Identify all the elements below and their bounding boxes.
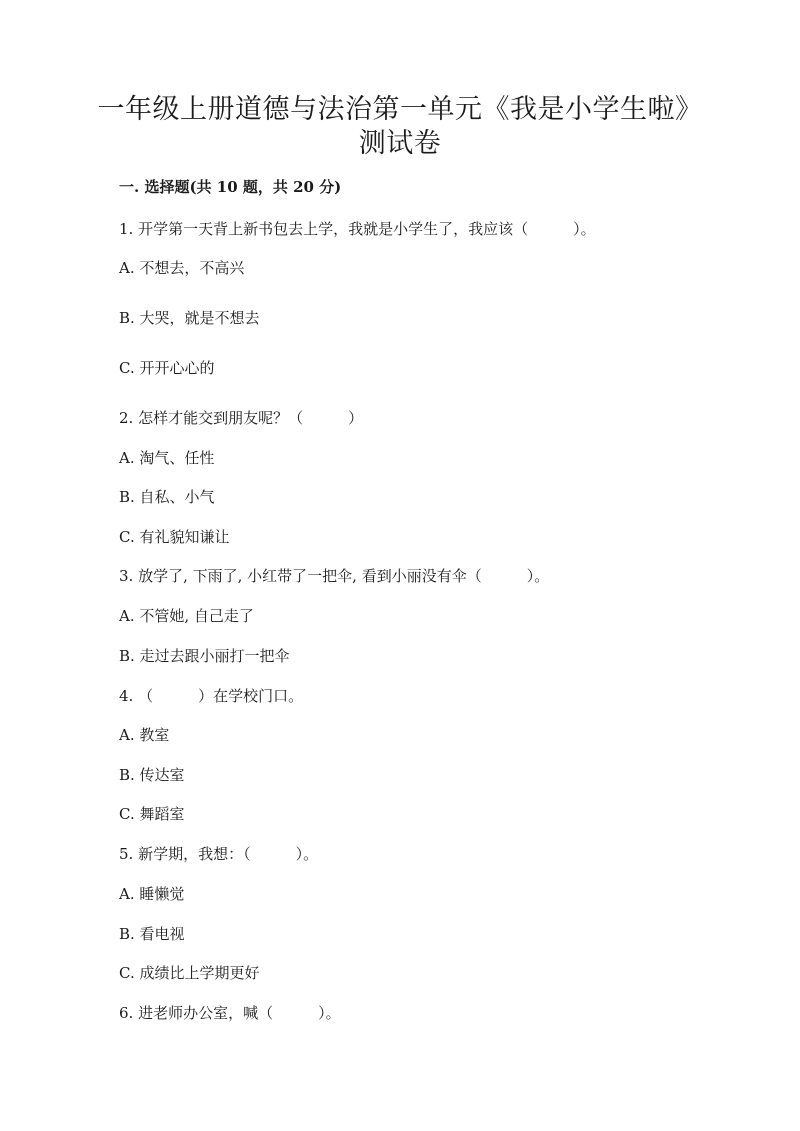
q1-option-a: A. 不想去，不高兴 bbox=[119, 259, 245, 277]
question-6: 6. 进老师办公室，喊（ ）。 bbox=[119, 1004, 341, 1022]
q3-option-a: A. 不管她, 自己走了 bbox=[119, 607, 254, 625]
q3-option-b: B. 走过去跟小丽打一把伞 bbox=[119, 647, 290, 665]
question-5: 5. 新学期，我想：（ ）。 bbox=[119, 845, 319, 863]
q4-option-b: B. 传达室 bbox=[119, 766, 185, 784]
q5-option-c: C. 成绩比上学期更好 bbox=[119, 964, 260, 982]
section-heading: 一. 选择题(共 10 题，共 20 分) bbox=[119, 178, 342, 196]
q4-option-c: C. 舞蹈室 bbox=[119, 805, 185, 823]
question-3: 3. 放学了, 下雨了, 小红带了一把伞, 看到小丽没有伞（ ）。 bbox=[119, 567, 550, 585]
page-subtitle: 测试卷 bbox=[358, 128, 442, 159]
page-title: 一年级上册道德与法治第一单元《我是小学生啦》 bbox=[97, 94, 703, 125]
q4-option-a: A. 教室 bbox=[119, 726, 170, 744]
q2-option-b: B. 自私、小气 bbox=[119, 488, 215, 506]
q2-option-a: A. 淘气、任性 bbox=[119, 449, 215, 467]
q1-option-b: B. 大哭，就是不想去 bbox=[119, 309, 260, 327]
q5-option-a: A. 睡懒觉 bbox=[119, 885, 185, 903]
question-2: 2. 怎样才能交到朋友呢？（ ） bbox=[119, 409, 364, 427]
question-4: 4. （ ）在学校门口。 bbox=[119, 687, 304, 705]
q2-option-c: C. 有礼貌知谦让 bbox=[119, 528, 230, 546]
q5-option-b: B. 看电视 bbox=[119, 925, 185, 943]
question-1: 1. 开学第一天背上新书包去上学，我就是小学生了，我应该（ ）。 bbox=[119, 220, 596, 238]
q1-option-c: C. 开开心心的 bbox=[119, 359, 215, 377]
